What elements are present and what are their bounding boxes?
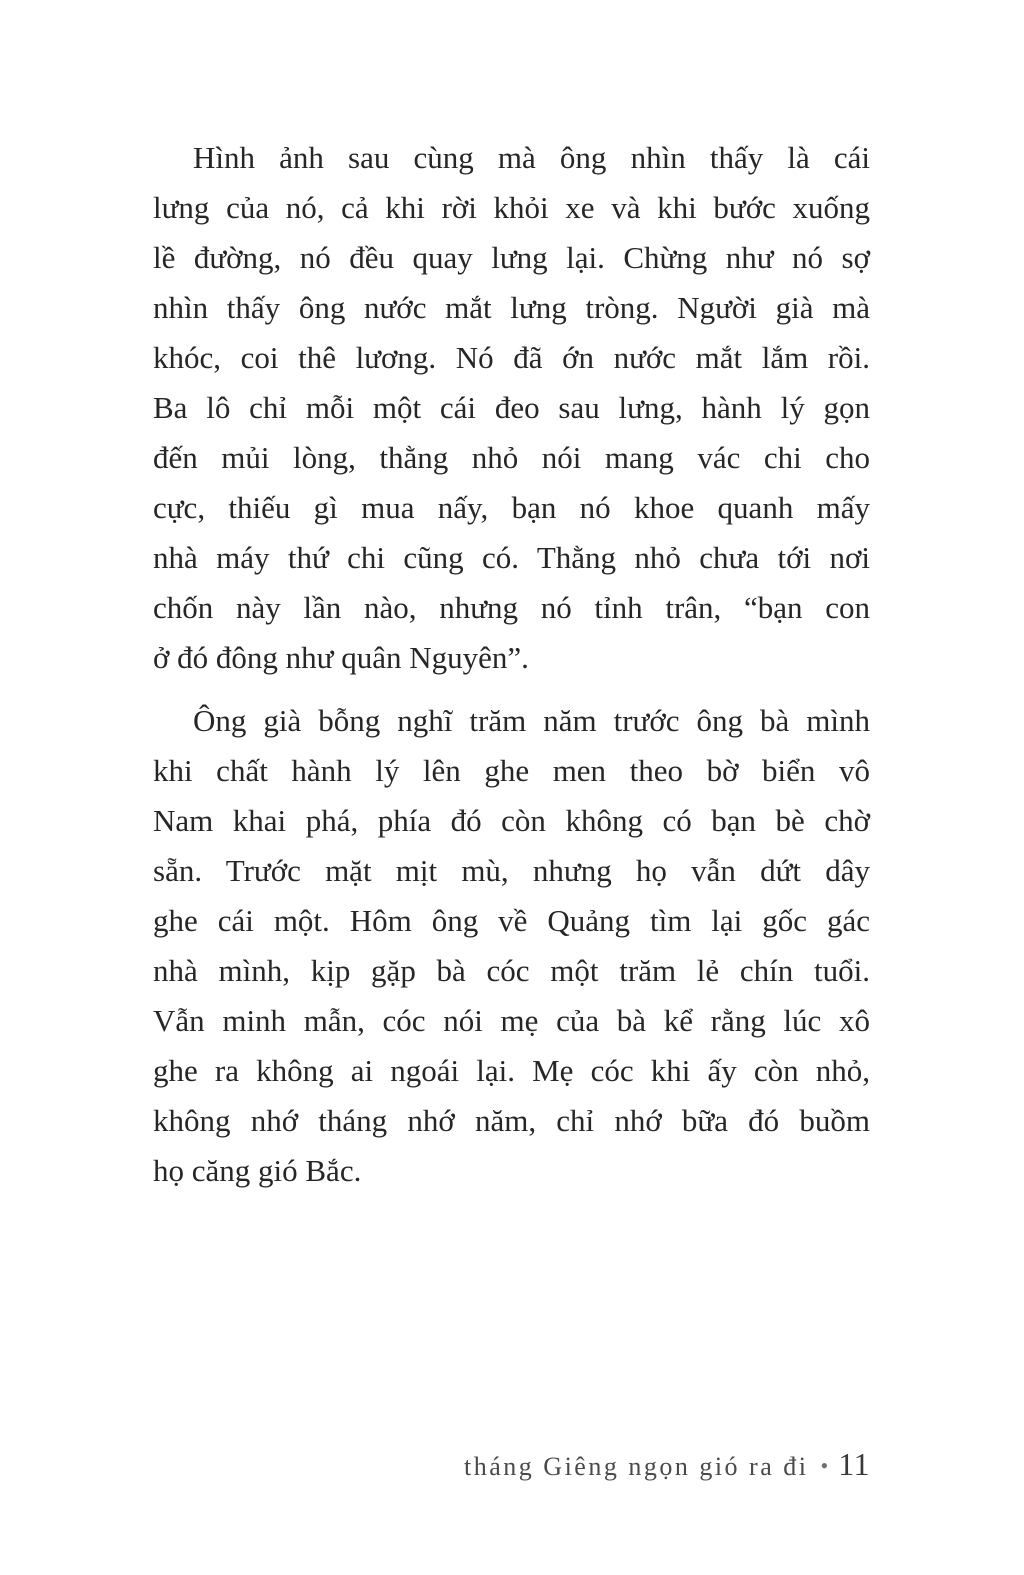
text-line: khi chất hành lý lên ghe men theo bờ biển vô — [153, 753, 870, 788]
page-number: 11 — [838, 1446, 870, 1482]
text-line: ở đó đông như quân Nguyên”. — [153, 640, 529, 675]
running-title: tháng Giêng ngọn gió ra đi — [464, 1452, 809, 1481]
page-footer — [153, 1443, 870, 1488]
text-line: ghe cái một. Hôm ông về Quảng tìm lại gốc gác — [153, 903, 870, 938]
text-line: đến mủi lòng, thằng nhỏ nói mang vác chi cho — [153, 440, 870, 475]
paragraph — [153, 133, 870, 683]
text-line: nhìn thấy ông nước mắt lưng tròng. Người già mà — [153, 290, 870, 325]
text-line: nhà máy thứ chi cũng có. Thằng nhỏ chưa tới nơi — [153, 540, 870, 575]
text-line: Vẫn minh mẫn, cóc nói mẹ của bà kể rằng lúc xô — [153, 1003, 870, 1038]
body-text — [153, 133, 870, 1209]
text-line: lề đường, nó đều quay lưng lại. Chừng như nó sợ — [153, 240, 870, 275]
text-line: chốn này lần nào, nhưng nó tỉnh trân, “bạn con — [153, 590, 870, 625]
text-line: Ông già bỗng nghĩ trăm năm trước ông bà mình — [193, 703, 870, 738]
text-line: Ba lô chỉ mỗi một cái đeo sau lưng, hành lý gọn — [153, 390, 870, 425]
text-line: nhà mình, kịp gặp bà cóc một trăm lẻ chín tuổi. — [153, 953, 870, 988]
footer-separator-dot: • — [820, 1453, 829, 1478]
text-line: sẵn. Trước mặt mịt mù, nhưng họ vẫn dứt dây — [153, 853, 870, 888]
text-line: Hình ảnh sau cùng mà ông nhìn thấy là cái — [193, 140, 870, 175]
text-line: Nam khai phá, phía đó còn không có bạn bè chờ — [153, 803, 870, 838]
text-line: không nhớ tháng nhớ năm, chỉ nhớ bữa đó buồm — [153, 1103, 870, 1138]
paragraph — [153, 696, 870, 1196]
text-line: lưng của nó, cả khi rời khỏi xe và khi bước xuống — [153, 190, 870, 225]
text-line: cực, thiếu gì mua nấy, bạn nó khoe quanh mấy — [153, 490, 870, 525]
text-line: khóc, coi thê lương. Nó đã ớn nước mắt lắm rồi. — [153, 340, 870, 375]
text-line: ghe ra không ai ngoái lại. Mẹ cóc khi ấy còn nhỏ, — [153, 1053, 870, 1088]
text-line: họ căng gió Bắc. — [153, 1153, 362, 1188]
